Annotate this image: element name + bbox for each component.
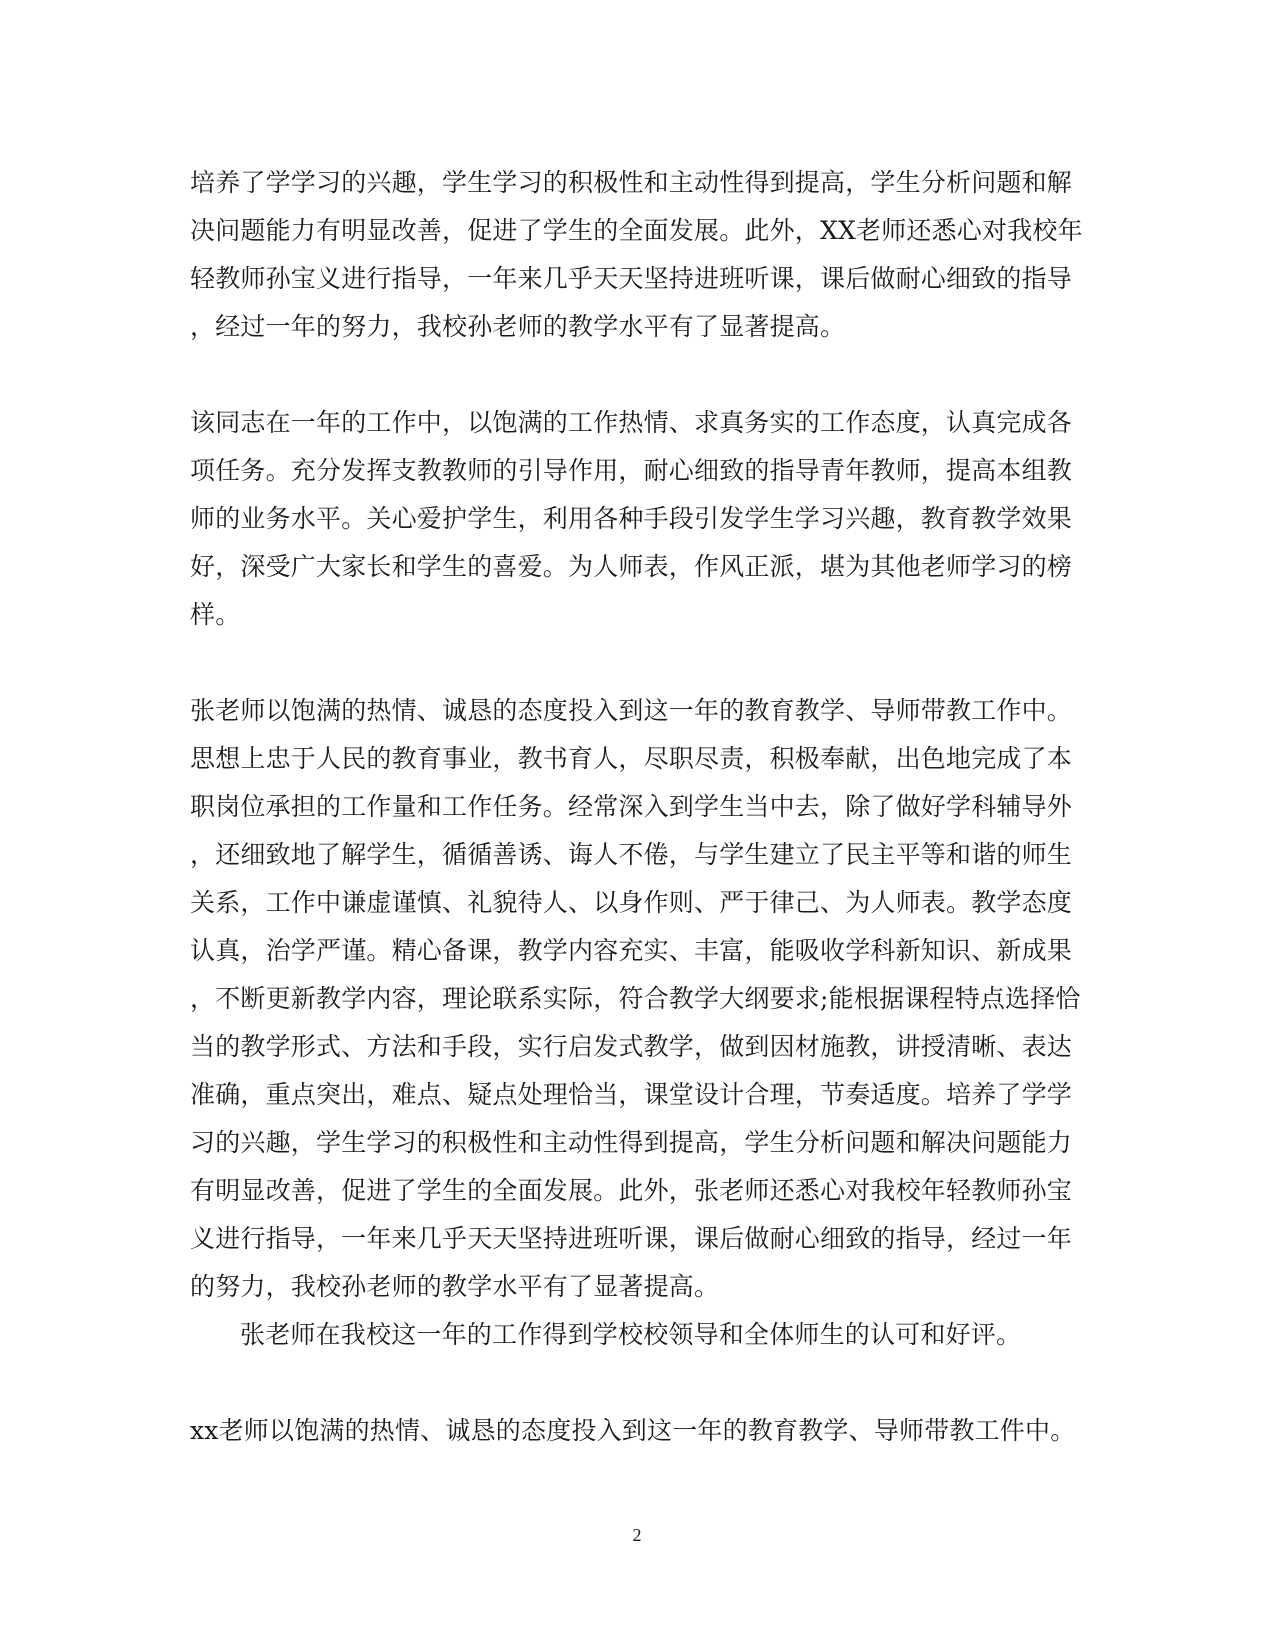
text-line: 该同志在一年的工作中，以饱满的工作热情、求真务实的工作态度，认真完成各 (190, 408, 1073, 437)
text-line: 张老师以饱满的热情、诚恳的态度投入到这一年的教育教学、导师带教工作中。 (190, 696, 1073, 725)
text-line: 师的业务水平。关心爱护学生，利用各种手段引发学生学习兴趣，教育教学效果 (190, 504, 1073, 533)
text-line: xx老师以饱满的热情、诚恳的态度投入到这一年的教育教学、导师带教工件中。 (190, 1416, 1076, 1445)
text-line: ，还细致地了解学生，循循善诱、诲人不倦，与学生建立了民主平等和谐的师生 (190, 840, 1073, 869)
text-line: 习的兴趣，学生学习的积极性和主动性得到提高，学生分析问题和解决问题能力 (190, 1128, 1073, 1157)
document-body (190, 159, 1083, 1455)
text-line: 认真，治学严谨。精心备课，教学内容充实、丰富，能吸收学科新知识、新成果 (190, 936, 1073, 965)
indented-text-line: 张老师在我校这一年的工作得到学校校领导和全体师生的认可和好评。 (240, 1320, 1022, 1349)
text-line: 关系，工作中谦虚谨慎、礼貌待人、以身作则、严于律己、为人师表。教学态度 (190, 888, 1073, 917)
paragraph (190, 687, 1080, 1359)
text-line: ，经过一年的努力，我校孙老师的教学水平有了显著提高。 (190, 312, 846, 341)
text-line: 样。 (190, 600, 241, 629)
paragraph (190, 399, 1080, 639)
paragraph-gap (190, 1359, 1080, 1407)
paragraph-gap (190, 639, 1080, 687)
page-number: 2 (632, 1525, 642, 1545)
text-line: 好，深受广大家长和学生的喜爱。为人师表，作风正派，堪为其他老师学习的榜 (190, 552, 1073, 581)
text-line: ，不断更新教学内容，理论联系实际，符合教学大纲要求;能根据课程特点选择恰 (190, 984, 1081, 1013)
text-line: 职岗位承担的工作量和工作任务。经常深入到学生当中去，除了做好学科辅导外 (190, 792, 1073, 821)
text-line: 的努力，我校孙老师的教学水平有了显著提高。 (190, 1272, 720, 1301)
text-line: 准确，重点突出，难点、疑点处理恰当，课堂设计合理，节奏适度。培养了学学 (190, 1080, 1073, 1109)
text-line: 当的教学形式、方法和手段，实行启发式教学，做到因材施教，讲授清晰、表达 (190, 1032, 1073, 1061)
text-line: 思想上忠于人民的教育事业，教书育人，尽职尽责，积极奉献，出色地完成了本 (190, 744, 1073, 773)
text-line: 轻教师孙宝义进行指导，一年来几乎天天坚持进班听课，课后做耐心细致的指导 (190, 264, 1073, 293)
paragraph (190, 1407, 1080, 1455)
text-line: 有明显改善，促进了学生的全面发展。此外，张老师还悉心对我校年轻教师孙宝 (190, 1176, 1073, 1205)
paragraph (190, 159, 1083, 351)
text-line: 项任务。充分发挥支教教师的引导作用，耐心细致的指导青年教师，提高本组教 (190, 456, 1073, 485)
text-line: 培养了学学习的兴趣，学生学习的积极性和主动性得到提高，学生分析问题和解 (190, 168, 1073, 197)
paragraph-gap (190, 351, 1080, 399)
text-line: 决问题能力有明显改善，促进了学生的全面发展。此外，XX老师还悉心对我校年 (190, 216, 1083, 245)
text-line: 义进行指导，一年来几乎天天坚持进班听课，课后做耐心细致的指导，经过一年 (190, 1224, 1073, 1253)
